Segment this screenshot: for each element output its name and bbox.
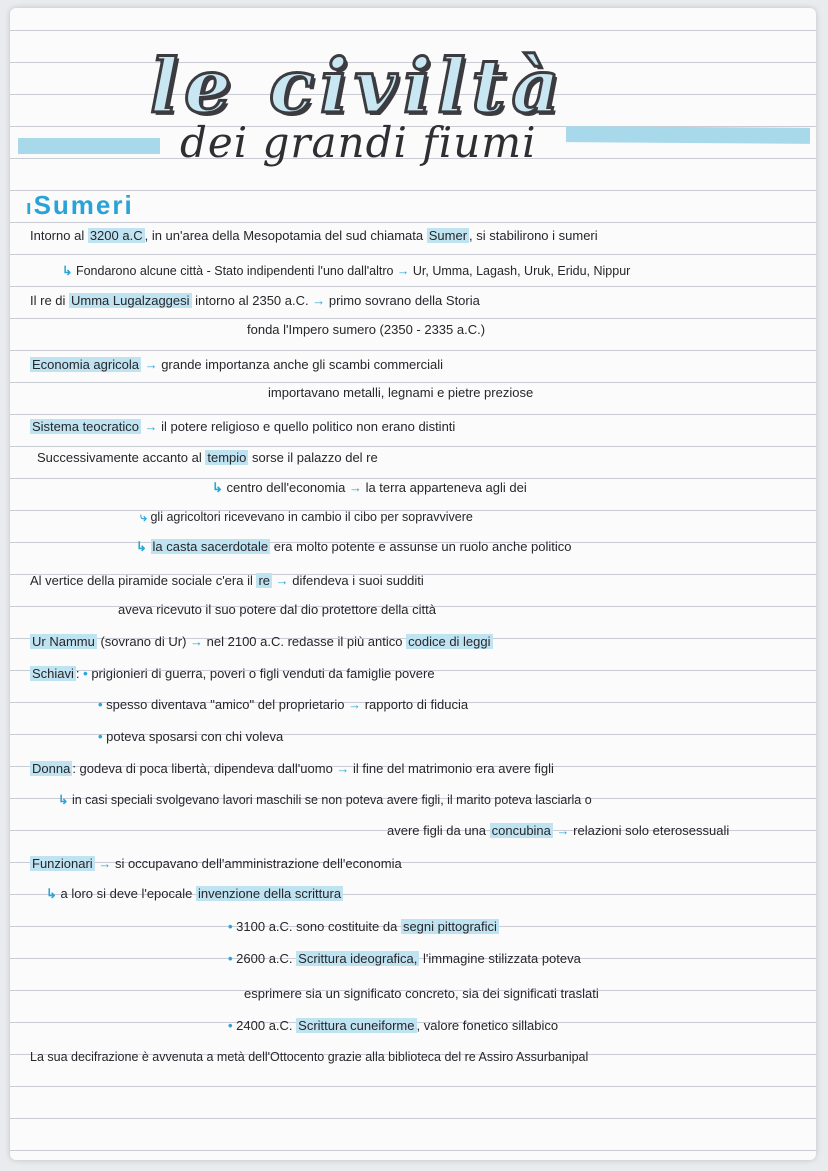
return-arrow-icon: ↳ [136, 539, 151, 554]
arrow-icon: → [552, 823, 574, 838]
note-line: Intorno al 3200 a.C , in un'area della Mesopotamia del sud chiamata Sumer , si stabilirono i sumeri [30, 228, 598, 243]
arrow-icon: → [332, 761, 354, 776]
note-line: • 2600 a.C. Scrittura ideografica, l'immagine stilizzata poteva [228, 951, 581, 966]
page-title: le civiltà [150, 44, 566, 130]
title-area [0, 0, 828, 190]
bullet-icon: • [83, 666, 92, 681]
note-line: Successivamente accanto al tempio sorse il palazzo del re [37, 450, 378, 465]
bullet-icon: • [228, 919, 237, 934]
note-line: esprimere sia un significato concreto, sia dei significati traslati [244, 986, 599, 1001]
bullet-icon: • [228, 951, 237, 966]
note-line: • 3100 a.C. sono costituite da segni pittografici [228, 919, 497, 934]
arrow-icon: → [186, 634, 207, 649]
arrow-icon: → [140, 357, 162, 372]
arrow-icon: → [272, 573, 293, 588]
note-line: ↳ in casi speciali svolgevano lavori maschili se non poteva avere figli, il marito poteva lasciarla o [58, 793, 592, 807]
title-band-left [18, 138, 160, 154]
arrow-icon: → [345, 480, 366, 495]
note-line: ↳ la casta sacerdotale era molto potente e assunse un ruolo anche politico [136, 539, 572, 554]
note-line: ↳ a loro si deve l'epocale invenzione della scrittura [46, 886, 342, 901]
return-arrow-icon: ↳ [62, 264, 76, 278]
note-line: Schiavi : • prigionieri di guerra, poveri o figli venduti da famiglie povere [32, 666, 435, 681]
note-line: aveva ricevuto il suo potere dal dio protettore della città [118, 602, 436, 617]
note-line: ↳ centro dell'economia → la terra apparteneva agli dei [212, 480, 527, 495]
note-line: avere figli da una concubina → relazioni solo eterosessuali [387, 823, 730, 838]
page-subtitle: dei grandi fiumi [180, 118, 537, 167]
note-line: • poteva sposarsi con chi voleva [98, 729, 284, 744]
note-line: ⤷ gli agricoltori ricevevano in cambio il cibo per sopravvivere [140, 510, 473, 524]
return-arrow-icon: ↳ [58, 793, 72, 807]
note-line: Sistema teocratico → il potere religioso e quello politico non erano distinti [32, 419, 456, 434]
arrow-icon: → [393, 264, 413, 278]
arrow-icon: → [344, 697, 365, 712]
arrow-icon: → [308, 293, 329, 308]
note-line: fonda l'Impero sumero (2350 - 2335 a.C.) [247, 322, 486, 337]
title-band-right [566, 126, 810, 144]
note-line: Il re di Umma Lugalzaggesi intorno al 2350 a.C. → primo sovrano della Storia [30, 293, 480, 308]
bullet-icon: • [228, 1018, 237, 1033]
note-line: importavano metalli, legnami e pietre preziose [268, 385, 534, 400]
note-line: • spesso diventava "amico" del proprietario → rapporto di fiducia [98, 697, 469, 712]
return-arrow-icon: ↳ [46, 886, 61, 901]
bullet-icon: • [98, 729, 107, 744]
note-line: • 2400 a.C. Scrittura cuneiforme , valore fonetico sillabico [228, 1018, 559, 1033]
arrow-icon: → [94, 856, 115, 871]
return-arrow-icon: ⤷ [140, 510, 151, 524]
note-line: Al vertice della piramide sociale c'era il re → difendeva i suoi sudditi [30, 573, 424, 588]
arrow-icon: → [140, 419, 162, 434]
section-heading: ıSumeri [26, 190, 134, 220]
bullet-icon: • [98, 697, 107, 712]
bullet-icon: ı [26, 197, 34, 219]
note-line: Funzionari → si occupavano dell'amministrazione dell'economia [32, 856, 402, 871]
note-line: La sua decifrazione è avvenuta a metà dell'Ottocento grazie alla biblioteca del re Assiro Assurbanipal [30, 1050, 589, 1064]
return-arrow-icon: ↳ [212, 480, 227, 495]
note-line: Economia agricola → grande importanza anche gli scambi commerciali [32, 357, 443, 372]
note-line: ↳ Fondarono alcune città - Stato indipendenti l'uno dall'altro → Ur, Umma, Lagash, Uruk, Eridu, Nippur [62, 264, 631, 278]
note-line: Donna : godeva di poca libertà, dipendeva dall'uomo → il fine del matrimonio era avere figli [32, 761, 554, 776]
note-line: Ur Nammu (sovrano di Ur) → nel 2100 a.C. redasse il più antico codice di leggi [32, 634, 491, 649]
